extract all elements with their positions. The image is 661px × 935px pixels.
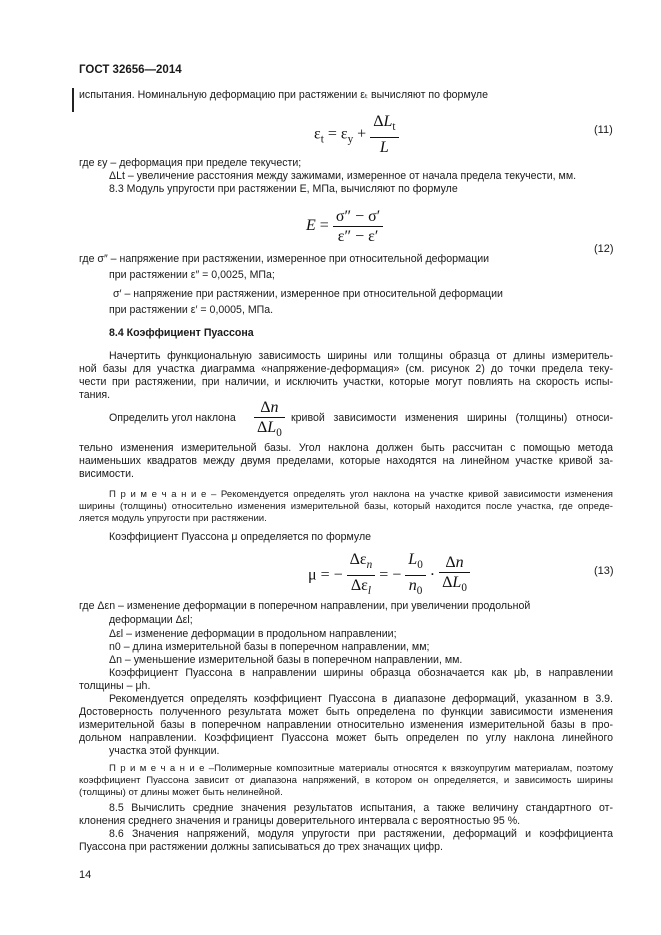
where-line: Δn – уменьшение измерительной базы в поперечном направлении, мм. <box>109 654 463 666</box>
paragraph-line: Коэффициент Пуассона в направлении ширины образца обозначается как μb, в направлении <box>109 667 613 679</box>
where-line: деформации Δεl; <box>109 614 193 626</box>
page-number: 14 <box>79 869 92 881</box>
paragraph-line: тания. <box>79 389 111 401</box>
paragraph-line: 8.6 Значения напряжений, модуля упругости при растяжении, деформаций и коэффициента <box>109 828 613 840</box>
paragraph-line: измерительной базы в поперечном направлении относительно изменения измерительной базы в про- <box>79 719 613 731</box>
paragraph-line: участка этой функции. <box>109 745 220 757</box>
paragraph-line: Пуассона при растяжении должны записываться до трех значащих цифр. <box>79 841 443 853</box>
paragraph-line: Рекомендуется определять коэффициент Пуассона в диапазоне деформаций, указанном в 3.9. <box>109 693 613 705</box>
note-line: П р и м е ч а н и е – Рекомендуется определять угол наклона на участке кривой зависимости изменения <box>109 489 613 500</box>
paragraph-line: клонения среднего значения и границы доверительного интервала с вероятностью 95 %. <box>79 815 521 827</box>
paragraph-line: дольном направлении. Коэффициент Пуассона может быть определен по углу наклона линейного <box>79 732 613 744</box>
paragraph-line: толщины – μh. <box>79 680 151 692</box>
equation-number: (11) <box>594 124 613 136</box>
note-line: ляется модуль упругости при растяжении. <box>79 513 267 524</box>
change-bar <box>72 88 74 112</box>
note-line: П р и м е ч а н и е –Полимерные композитные материалы относятся к вязкоупругим материалам, поэтому <box>109 763 613 774</box>
where-line: Δεl – изменение деформации в продольном направлении; <box>109 628 397 640</box>
paragraph-line: Достоверность полученного результата может быть определена по функции зависимости изменения <box>79 706 613 718</box>
where-line: ΔLt – увеличение расстояния между зажимами, измеренное от начала предела текучести, мм. <box>109 170 577 182</box>
paragraph-line: Коэффициент Пуассона μ определяется по формуле <box>109 531 372 543</box>
equation-number: (12) <box>594 243 614 255</box>
formula-inline-slope: $\frac{\Delta n}{\Delta L_0}$ <box>254 398 285 443</box>
note-line: ширины (толщины) относительно изменения измерительной базы, который находится после участка, где опреде- <box>79 501 613 512</box>
paragraph-line: ной базы для участка диаграмма «напряжение-деформация» (см. рисунок 2) до точки предела теку- <box>79 363 613 375</box>
note-line: коэффициент Пуассона зависит от диапазона напряжений, в котором он определяется, и зависимость ширины <box>79 775 613 786</box>
paragraph-line: Определить угол наклона <box>109 412 236 424</box>
where-line: где σ″ – напряжение при растяжении, измеренное при относительной деформации <box>79 253 490 265</box>
note-line: (толщины) от длины может быть нелинейной. <box>79 787 283 798</box>
paragraph-line: 8.5 Вычислить средние значения результатов испытания, а также величину стандартного от- <box>109 802 613 814</box>
paragraph-line: наименьших квадратов между двумя пределами, которые находятся на линейном участке кривой за- <box>79 455 613 467</box>
paragraph-line: тельно изменения измерительной базы. Угол наклона должен быть рассчитан с помощью метода <box>79 442 613 454</box>
where-line: при растяжении ε′ = 0,0005, МПа. <box>109 304 274 316</box>
formula-12: E = $\frac{\sigma'' - \sigma'}{\varepsilon'' - \varepsilon'}$ <box>306 207 383 246</box>
paragraph-line: кривой зависимости изменения ширины (толщины) относи- <box>291 412 613 424</box>
equation-number: (13) <box>594 565 614 577</box>
paragraph-line: висимости. <box>79 468 134 480</box>
where-line: n0 – длина измерительной базы в поперечном направлении, мм; <box>109 641 430 653</box>
formula-11: $\varepsilon_t = \varepsilon_y$ + $\frac{\Delta L_t}{L}$ <box>314 112 399 157</box>
where-line: σ′ – напряжение при растяжении, измеренное при относительной деформации <box>113 288 503 300</box>
paragraph-line: Начертить функциональную зависимость ширины или толщины образца от длины измеритель- <box>109 350 613 362</box>
where-line: при растяжении ε″ = 0,0025, МПа; <box>109 269 275 281</box>
section-heading: 8.4 Коэффициент Пуассона <box>109 327 254 339</box>
where-line: где Δεn – изменение деформации в поперечном направлении, при увеличении продольной <box>79 600 531 612</box>
document-header: ГОСТ 32656—2014 <box>79 64 182 76</box>
paragraph-line: чести при растяжении, при наличии, и исключить участки, которые могут повлиять на скорость испы- <box>79 376 613 388</box>
paragraph-line: испытания. Номинальную деформацию при растяжении εₜ вычисляют по формуле <box>79 89 488 101</box>
formula-13: μ = − $\frac{\Delta\varepsilon_n}{\Delta\varepsilon_l}$ = − $\frac{L_0}{n_0}$ · $\frac{\Delta n}{\Delta L_0}$ <box>308 550 470 601</box>
paragraph-line: 8.3 Модуль упругости при растяжении E, МПа, вычисляют по формуле <box>109 183 458 195</box>
where-line: где εy – деформация при пределе текучести; <box>79 157 302 169</box>
